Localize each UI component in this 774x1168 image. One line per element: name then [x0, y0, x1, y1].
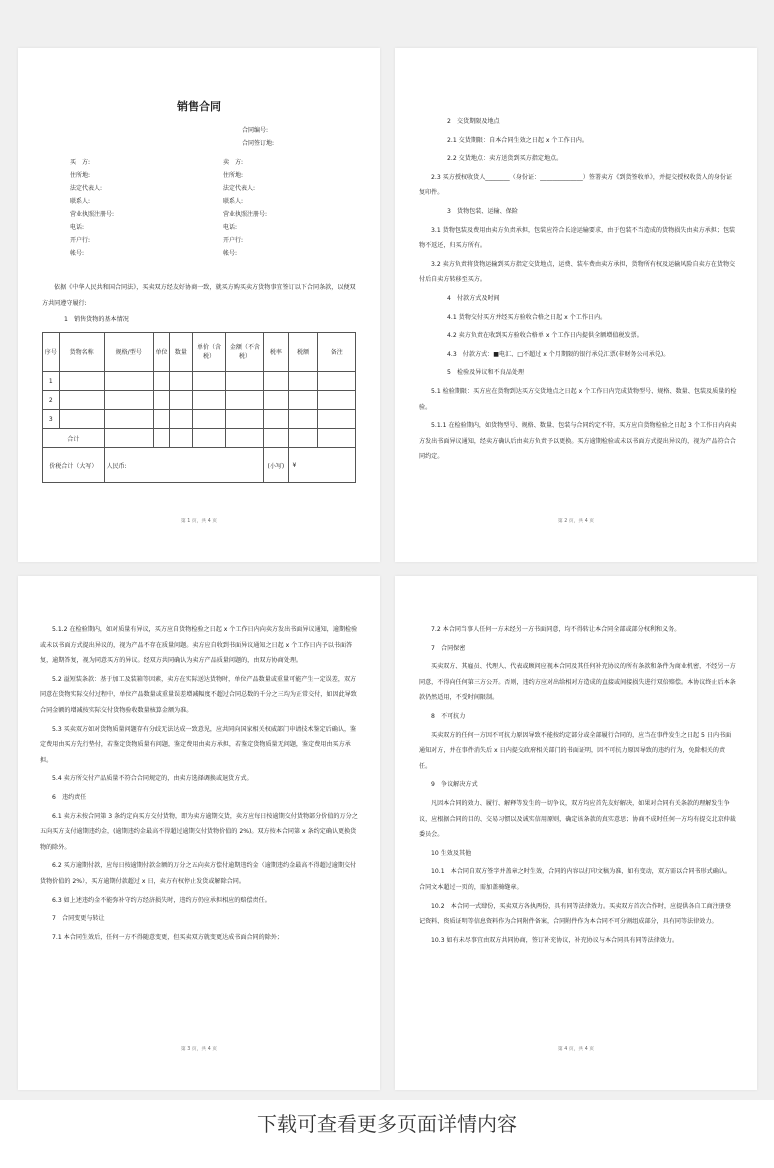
parties-block	[42, 156, 356, 260]
contract-meta	[242, 124, 356, 150]
table-cell	[226, 391, 264, 410]
paragraph: 5.3 买卖双方如对货物质量问题存有分歧无法达成一致意见，应共同向国家相关权威部门申请技术鉴定后确认，鉴定费用由买方先行垫付，若鉴定货物质量有问题，鉴定费用由卖方承担，若鉴定货物质量无问题，鉴定费用由买方承担。	[40, 725, 357, 764]
table-cell	[104, 372, 153, 391]
paragraph: 7.2 本合同当事人任何一方未经另一方书面同意，均不得转让本合同全部或部分权利和义务。	[431, 626, 681, 633]
paragraph: 7.1 本合同生效后，任何一方不得随意变更，但买卖双方就变更达成书面合同的除外；	[52, 933, 284, 941]
section-line: 4.3 付款方式：■电汇、□不超过 x 个月期限的银行承兑汇票(非财务公司承兑)。	[447, 350, 670, 358]
paragraph: 6.3 如上述违约金不能弥补守约方经济损失时，违约方仍应承担相应的赔偿责任。	[52, 896, 271, 904]
total-label: 合计	[43, 429, 105, 448]
section-line: 5 检验及异议和不良品处理	[447, 369, 525, 377]
paragraph: 买卖双方、其雇员、代理人、代表或顾问应视本合同及其任何补充协议的所有条款和条件为商业机密，不经另一方同意，不得向任何第三方公开。否则，违约方应对出给相对方造成的直接或间接损失进行双倍赔偿。本协议终止后本条款仍然适用，不受时间限制。	[419, 663, 736, 702]
section-line: 4 付款方式及时间	[447, 294, 500, 302]
paragraph: 10.3 如有未尽事宜由双方共同协商，签订补充协议，补充协议与本合同具有同等法律效力。	[431, 936, 679, 944]
page-footer-1: 第 1 页，共 4 页	[180, 519, 218, 524]
paragraph: 7 合同保密	[431, 644, 466, 652]
paragraph: 10 生效及其他	[431, 849, 472, 857]
row-number: 2	[43, 391, 60, 410]
download-more-banner[interactable]: 下载可查看更多页面详情内容	[0, 1100, 774, 1168]
table-cell	[153, 410, 170, 429]
buyer-field: 电话:	[70, 224, 85, 231]
document-page-1	[18, 48, 380, 562]
table-cell	[170, 391, 192, 410]
section-line: 2.2 交货地点：卖方送货到买方指定地点。	[447, 155, 563, 163]
total-row	[43, 429, 356, 448]
paragraph: 5.2 溢短装条款：基于加工及装箱等因素，卖方在实际送达货物时，单位产品数量或重量可能产生一定误差，双方同意在货物实际交付过程中，单位产品数量或重量误差增减幅度不超过合同总数的千分之三均为正常交付，如因此导致合同金额的增减按实际交付货物验收数量核算金额为准。	[40, 675, 357, 714]
seller-field: 卖 方:	[223, 159, 244, 166]
table-cell	[192, 410, 226, 429]
column-header: 数量	[170, 333, 192, 372]
table-cell	[59, 410, 104, 429]
seller-field: 帐号:	[223, 250, 238, 257]
column-header: 规格/型号	[104, 333, 153, 372]
paragraph: 5.4 卖方所交付产品质量不符合合同规定的，由卖方选择调换或退货方式。	[52, 775, 253, 783]
paragraph: 2.3 买方授权收货人________（身份证：______________）签署卖方《到货签收单》，并提交授权收货人的身份证复印件。	[419, 173, 733, 197]
buyer-field: 帐号:	[70, 250, 85, 257]
paragraph: 5.1.1 在检验期内，如货物型号、规格、数量、包装与合同约定不符，买方应自货物检验之日起 3 个工作日内向卖方发出书面异议通知，经卖方确认后由卖方负责予以更换。买方逾期检验或未以书面方式提出异议的，视为产品符合合同约定。	[419, 422, 737, 461]
document-page-3	[18, 576, 380, 1090]
seller-field: 住所地:	[223, 172, 244, 179]
table-cell	[288, 410, 318, 429]
price-total-label: 价税合计（大写）	[43, 448, 105, 483]
table-cell	[318, 391, 356, 410]
intro-paragraph: 依据《中华人民共和国合同法》，买卖双方经友好协商一致，就买方购买卖方货物事宜签订以下合同条款，以便双方共同遵守履行:	[42, 284, 356, 307]
document-page-2	[395, 48, 757, 562]
yen-label: ¥	[288, 448, 355, 483]
table-cell	[104, 391, 153, 410]
seller-field: 法定代表人:	[223, 185, 256, 192]
page-2-body	[419, 114, 737, 465]
seller-field: 营业执照注册号:	[223, 211, 268, 218]
table-cell	[192, 372, 226, 391]
column-header: 单价（含税）	[192, 333, 226, 372]
table-cell	[318, 410, 356, 429]
table-cell	[264, 372, 288, 391]
column-header: 税额	[288, 333, 318, 372]
buyer-fields	[42, 156, 203, 260]
seller-fields	[203, 156, 356, 260]
section-line: 2.1 交货期限：自本合同生效之日起 x 个工作日内。	[447, 136, 588, 144]
paragraph: 9 争议解决方式	[431, 781, 478, 789]
table-row	[43, 391, 356, 410]
page-footer-2: 第 2 页，共 4 页	[557, 519, 595, 524]
table-cell	[59, 391, 104, 410]
buyer-field: 买 方:	[70, 159, 91, 166]
table-cell	[264, 391, 288, 410]
section-line: 4.2 卖方负责在收到买方验收合格单 x 个工作日内提供全额增值税发票。	[447, 332, 643, 340]
table-cell	[226, 410, 264, 429]
column-header: 序号	[43, 333, 60, 372]
table-cell	[192, 391, 226, 410]
buyer-field: 联系人:	[70, 198, 91, 205]
table-cell	[226, 372, 264, 391]
document-page-4	[395, 576, 757, 1090]
paragraph: 8 不可抗力	[431, 712, 466, 720]
column-header: 货物名称	[59, 333, 104, 372]
price-total-row	[43, 448, 356, 483]
paragraph: 3.1 货物包装及费用由卖方负责承担，包装应符合长途运输要求，由于包装不当造成的货物损失由卖方承担；包装物不返还，归买方所有。	[419, 226, 736, 250]
table-cell	[288, 391, 318, 410]
paragraph: 6.1 卖方未按合同第 3 条约定向买方交付货物，即为卖方逾期交货，卖方应每日按逾期交付货物部分价值的万分之五向买方支付逾期违约金，(逾期违约金最高不得超过逾期交付货物价值的 2%)。双方按本合同第 x 条约定确认更换货物的除外。	[40, 812, 358, 851]
paragraph: 6 违约责任	[52, 793, 87, 801]
column-header: 金额（不含税）	[226, 333, 264, 372]
seller-field: 开户行:	[223, 237, 244, 244]
sign-place-field: 合同签订地:	[242, 140, 275, 147]
paragraph: 凡因本合同的效力、履行、解释等发生的一切争议，双方均应首先友好解决，如果对合同有关条款的理解发生争议，应根据合同的目的、交易习惯以及诚实信用原则，确定该条款的真实意思；协商不成时任何一方均有提交北京仲裁委员会。	[419, 799, 736, 839]
column-header: 备注	[318, 333, 356, 372]
page-footer-4: 第 4 页，共 4 页	[557, 1047, 595, 1052]
table-cell	[170, 410, 192, 429]
row-number: 3	[43, 410, 60, 429]
paragraph: 买卖双方的任何一方因不可抗力原因导致不能按约定部分或全部履行合同的，应当在事件发生之日起 5 日内书面通知对方，并在事件消失后 x 日内提交政府相关部门的书面证明，因不可抗力原因导致的违约行为，免除相关的责任。	[419, 731, 732, 770]
section-1-heading: 1 销售货物的基本情况	[64, 316, 129, 323]
column-header: 税率	[264, 333, 288, 372]
seller-field: 联系人:	[223, 198, 244, 205]
rmb-label: 人民币:	[104, 448, 264, 483]
table-cell	[59, 372, 104, 391]
small-label: (小写)	[264, 448, 288, 483]
paragraph: 5.1.2 在检验期内，如对质量有异议，买方应自货物检验之日起 x 个工作日内向卖方发出书面异议通知，逾期检验或未以书面方式提出异议的，视为产品不存在质量问题。卖方应自收到书面异议通知之日起 x 个工作日内予以书面答复，逾期答复，视为同意买方的异议。经双方共同确认为卖方产品质量问题的，由双方协商处理。	[40, 626, 358, 665]
paragraph: 10.2 本合同一式肆份，买卖双方各执两份，具有同等法律效力。买卖双方首次合作时，应提供各自工商注册登记资料、资质证明等信息资料作为合同附件备案，合同附件作为本合同不可分割组成部分，具有同等法律效力。	[419, 902, 731, 926]
table-cell	[170, 372, 192, 391]
table-cell	[288, 372, 318, 391]
page-footer-3: 第 3 页，共 4 页	[180, 1047, 218, 1052]
contract-title: 销售合同	[177, 100, 221, 113]
paragraph: 5.1 检验期限：买方应在货物到达买方交货地点之日起 x 个工作日内完成货物型号、规格、数量、包装及质量的检验。	[419, 387, 737, 411]
buyer-field: 开户行:	[70, 237, 91, 244]
goods-table-header	[43, 333, 356, 372]
paragraph: 3.2 卖方负责将货物运输到买方指定交货地点，运费、装车费由卖方承担，货物所有权及运输风险自卖方在货物交付后自卖方转移至买方。	[419, 260, 736, 284]
row-number: 1	[43, 372, 60, 391]
section-line: 2 交货期限及地点	[447, 118, 500, 125]
buyer-field: 营业执照注册号:	[70, 211, 115, 218]
section-line: 3 货物包装、运输、保险	[447, 207, 518, 215]
buyer-field: 法定代表人:	[70, 185, 103, 192]
paragraph: 7 合同变更与转让	[52, 915, 105, 923]
page-3-body	[40, 622, 358, 945]
table-cell	[153, 391, 170, 410]
table-cell	[104, 410, 153, 429]
seller-field: 电话:	[223, 224, 238, 231]
table-cell	[153, 372, 170, 391]
table-row	[43, 410, 356, 429]
paragraph: 10.1 本合同自双方签字并盖章之时生效，合同的内容以打印文稿为准，如有变动，双方需以合同书形式确认。合同文本超过一页的，需加盖骑缝章。	[419, 868, 731, 891]
goods-table	[42, 332, 356, 483]
page-4-body	[419, 622, 737, 948]
contract-number-field: 合同编号:	[242, 127, 269, 134]
buyer-field: 住所地:	[70, 172, 91, 179]
table-cell	[318, 372, 356, 391]
table-cell	[264, 410, 288, 429]
table-row	[43, 372, 356, 391]
section-line: 4.1 货物交付买方并经买方验收合格之日起 x 个工作日内。	[447, 313, 607, 321]
paragraph: 6.2 买方逾期付款，应每日按逾期付款金额的万分之五向卖方偿付逾期违约金（逾期违约金最高不得超过逾期交付货物价值的 2%），买方逾期付款超过 x 日，卖方有权停止发货或解除合同。	[40, 862, 357, 885]
column-header: 单位	[153, 333, 170, 372]
